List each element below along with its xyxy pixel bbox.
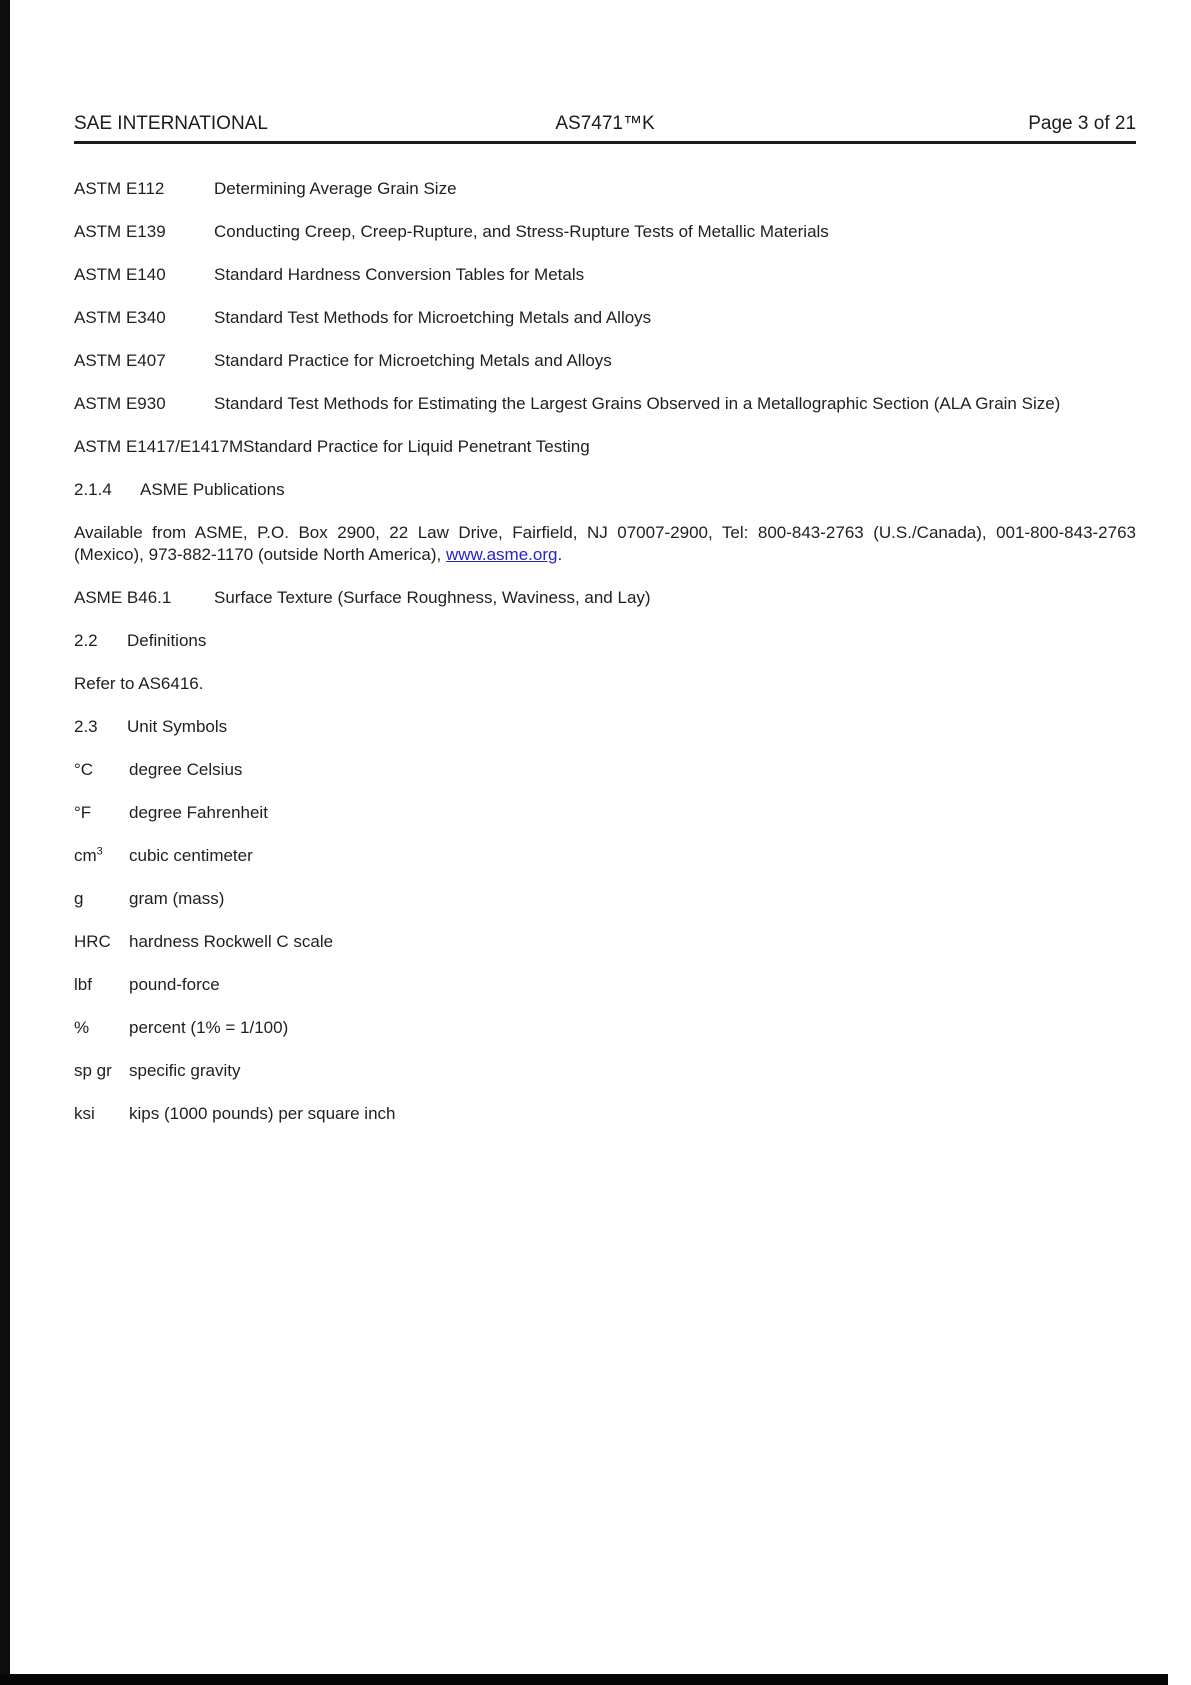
header-page-number: Page 3 of 21 — [1028, 113, 1137, 134]
astm-reference-row — [74, 393, 1136, 415]
astm-reference-row — [74, 264, 1136, 286]
section-number: 2.1.4 — [74, 480, 112, 499]
unit-symbol-row — [74, 1017, 1136, 1039]
unit-description: hardness Rockwell C scale — [129, 932, 334, 951]
unit-description: degree Celsius — [129, 760, 243, 779]
section-heading-asme-publications — [74, 479, 1136, 501]
unit-symbol-row — [74, 1060, 1136, 1082]
astm-code: ASTM E1417/E1417M — [74, 437, 244, 456]
unit-symbol-row — [74, 931, 1136, 953]
asme-reference-row — [74, 587, 1136, 609]
section-title: Definitions — [127, 631, 207, 650]
section-title: ASME Publications — [140, 480, 285, 499]
astm-reference-row — [74, 307, 1136, 329]
unit-symbol: ksi — [74, 1104, 95, 1123]
availability-text: Available from ASME, P.O. Box 2900, 22 Law Drive, Fairfield, NJ 07007-2900, Tel: 800-843-2763 (U.S./Canada), 001-800-843-2763 (Mexico), 973-882-1170 (outside North America), — [74, 523, 1136, 564]
unit-symbol-row — [74, 1103, 1136, 1125]
asme-availability-paragraph — [74, 522, 1136, 566]
unit-symbol: HRC — [74, 932, 111, 951]
astm-code: ASTM E139 — [74, 222, 166, 241]
section-number: 2.3 — [74, 717, 98, 736]
unit-symbol-exponent: 3 — [96, 845, 103, 858]
page-header — [74, 112, 1136, 144]
astm-code: ASTM E112 — [74, 179, 165, 198]
unit-symbol: °C — [74, 760, 94, 779]
unit-description: specific gravity — [129, 1061, 241, 1080]
unit-symbol: °F — [74, 803, 92, 822]
header-org: SAE INTERNATIONAL — [74, 113, 268, 134]
astm-reference-row — [74, 350, 1136, 372]
unit-description: gram (mass) — [129, 889, 225, 908]
header-doc-number: AS7471™K — [555, 113, 655, 134]
unit-symbol: lbf — [74, 975, 92, 994]
unit-symbol-row — [74, 974, 1136, 996]
availability-text-end: . — [557, 545, 563, 564]
unit-description: degree Fahrenheit — [129, 803, 268, 822]
astm-reference-row — [74, 436, 1136, 458]
unit-description: cubic centimeter — [129, 846, 253, 865]
unit-symbol: % — [74, 1018, 90, 1037]
asme-title: Surface Texture (Surface Roughness, Waviness, and Lay) — [214, 588, 651, 607]
astm-title: Standard Test Methods for Estimating the Largest Grains Observed in a Metallographic Section (ALA Grain Size) — [214, 394, 1061, 413]
unit-symbol: g — [74, 889, 84, 908]
section-heading-definitions — [74, 630, 1136, 652]
unit-symbol: sp gr — [74, 1061, 112, 1080]
unit-symbol-row — [74, 759, 1136, 781]
unit-description: kips (1000 pounds) per square inch — [129, 1104, 396, 1123]
astm-title: Determining Average Grain Size — [214, 179, 457, 198]
document-body — [74, 178, 1136, 1125]
section-title: Unit Symbols — [127, 717, 228, 736]
section-number: 2.2 — [74, 631, 98, 650]
unit-symbol: $cm^3$ — [74, 845, 103, 865]
unit-symbol-row — [74, 845, 1136, 867]
scan-artifact-left-edge — [0, 0, 10, 1685]
scan-artifact-bottom-edge — [0, 1674, 1168, 1685]
unit-symbol-row — [74, 888, 1136, 910]
astm-code: ASTM E930 — [74, 394, 166, 413]
section-heading-unit-symbols — [74, 716, 1136, 738]
asme-code: ASME B46.1 — [74, 588, 172, 607]
astm-title: Conducting Creep, Creep-Rupture, and Stress-Rupture Tests of Metallic Materials — [214, 222, 829, 241]
astm-title: Standard Practice for Microetching Metals and Alloys — [214, 351, 612, 370]
asme-website-link[interactable]: www.asme.org — [445, 545, 558, 564]
astm-title: Standard Test Methods for Microetching Metals and Alloys — [214, 308, 652, 327]
unit-description: pound-force — [129, 975, 220, 994]
astm-title: Standard Practice for Liquid Penetrant Testing — [243, 437, 590, 456]
astm-code: ASTM E407 — [74, 351, 166, 370]
unit-description: percent (1% = 1/100) — [129, 1018, 289, 1037]
definitions-text: Refer to AS6416. — [74, 674, 204, 693]
unit-symbol-row — [74, 802, 1136, 824]
astm-reference-row — [74, 178, 1136, 200]
astm-code: ASTM E340 — [74, 308, 166, 327]
astm-title: Standard Hardness Conversion Tables for Metals — [214, 265, 585, 284]
astm-reference-row — [74, 221, 1136, 243]
astm-code: ASTM E140 — [74, 265, 166, 284]
